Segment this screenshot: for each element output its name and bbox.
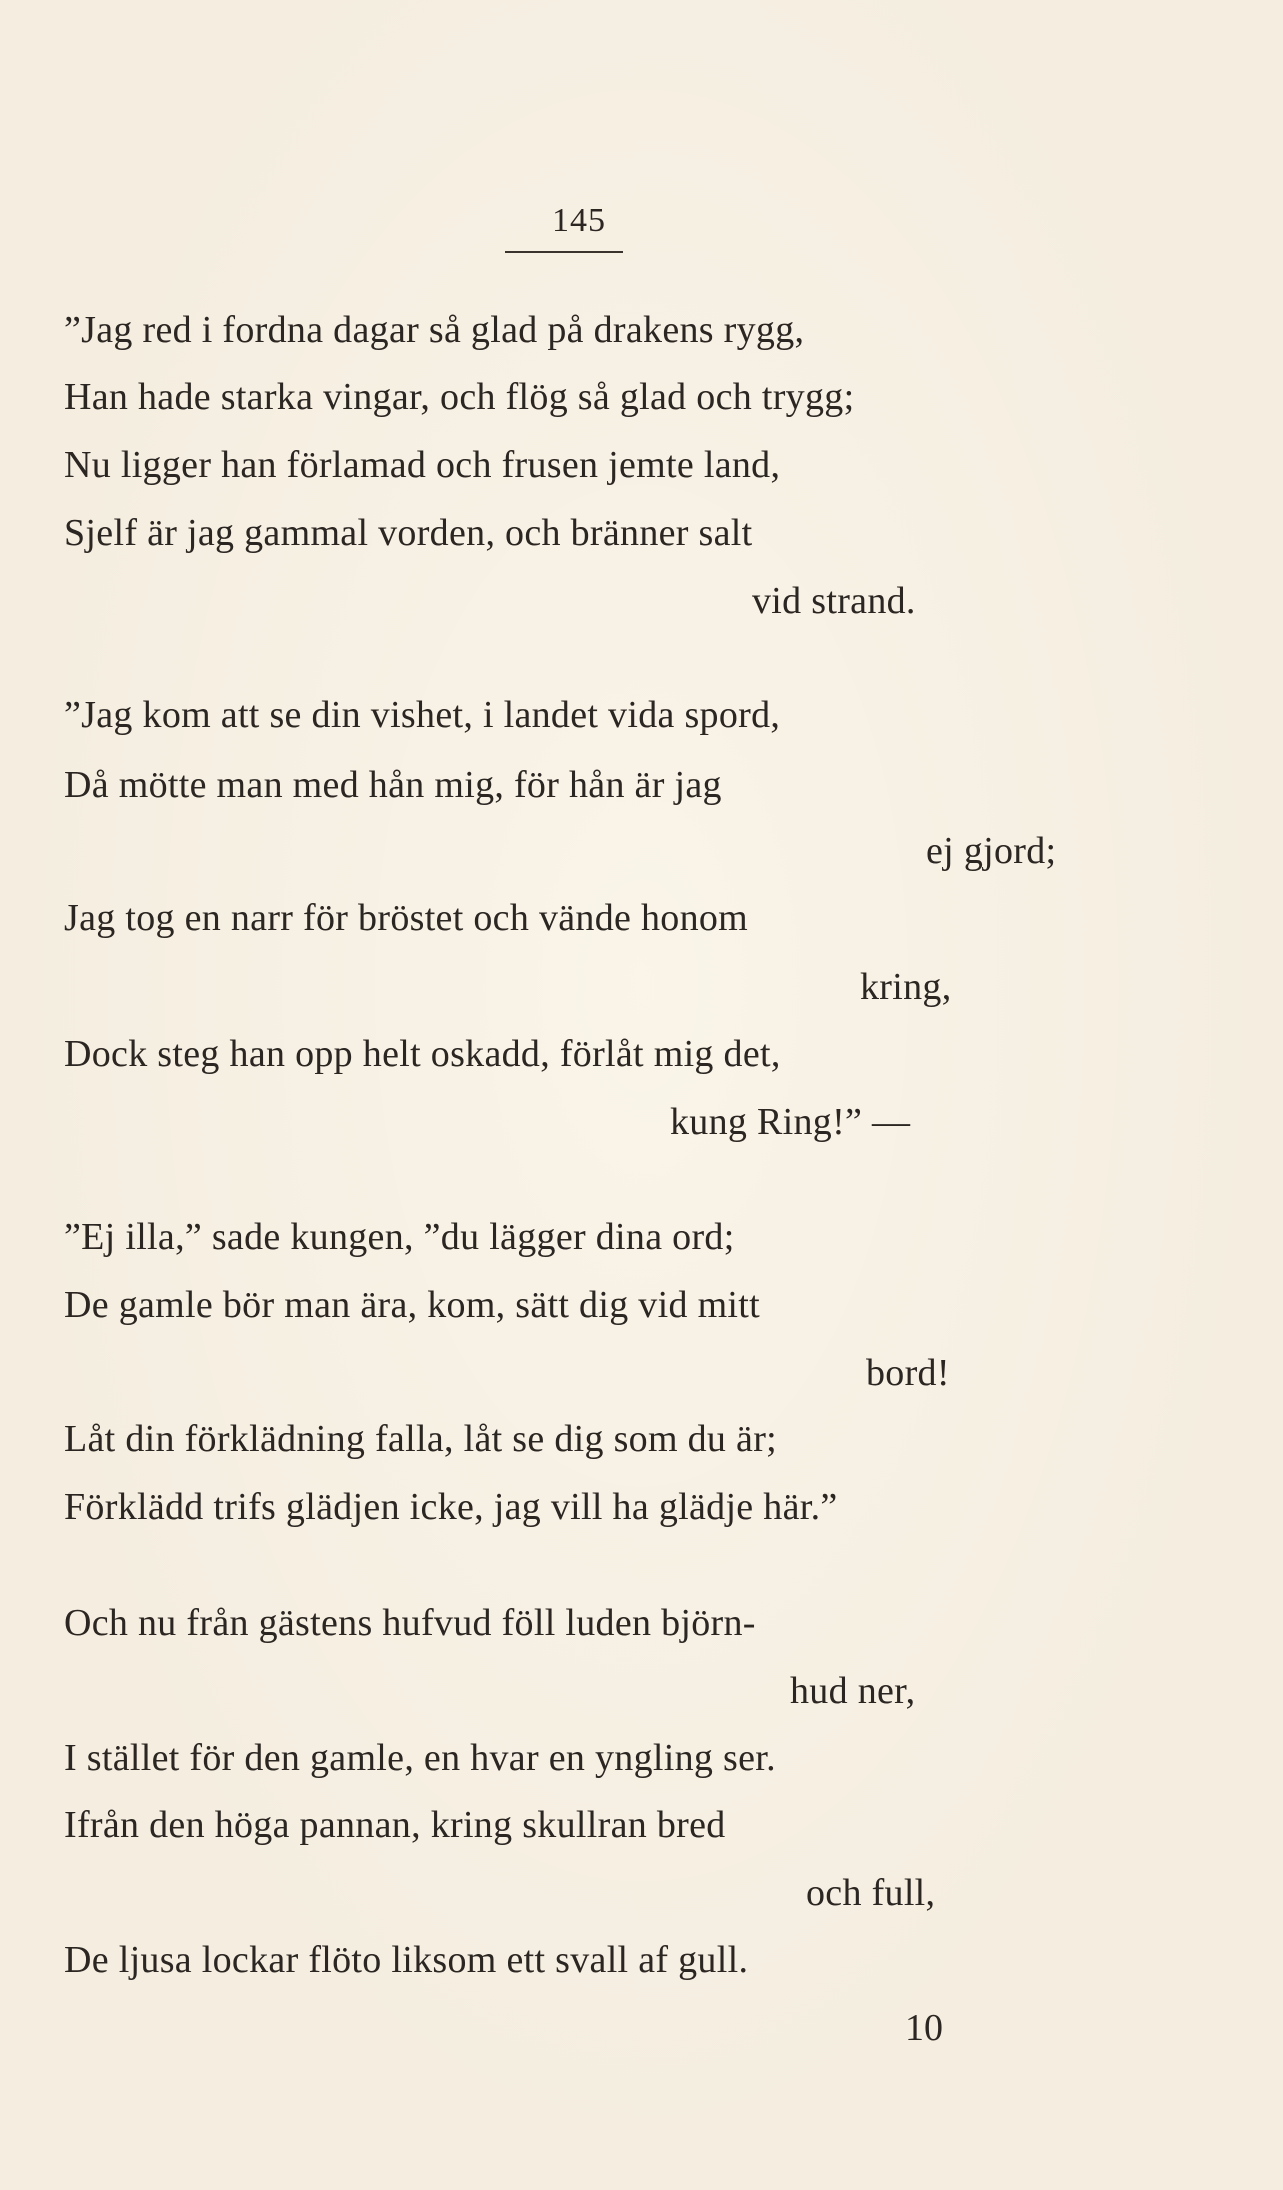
poem-line: De ljusa lockar flöto liksom ett svall af gull.: [64, 1939, 749, 1981]
poem-line: Sjelf är jag gammal vorden, och bränner salt: [64, 512, 753, 554]
poem-line-continuation: vid strand.: [752, 580, 916, 622]
page-number: 145: [552, 202, 606, 239]
poem-line: Nu ligger han förlamad och frusen jemte land,: [64, 444, 781, 486]
page-number-rule: [505, 251, 623, 253]
poem-line-continuation: ej gjord;: [926, 830, 1057, 872]
printer-signature-mark: 10: [905, 2007, 943, 2049]
poem-line: De gamle bör man ära, kom, sätt dig vid mitt: [64, 1284, 760, 1326]
poem-line: ”Ej illa,” sade kungen, ”du lägger dina ord;: [64, 1216, 735, 1258]
poem-line: Dock steg han opp helt oskadd, förlåt mig det,: [64, 1033, 781, 1075]
poem-line: Jag tog en narr för bröstet och vände honom: [64, 897, 749, 939]
poem-line: I stället för den gamle, en hvar en yngling ser.: [64, 1737, 776, 1779]
poem-line-continuation: hud ner,: [790, 1670, 916, 1712]
poem-line: Låt din förklädning falla, låt se dig som du är;: [64, 1418, 778, 1460]
poem-line: ”Jag red i fordna dagar så glad på drakens rygg,: [64, 309, 805, 351]
poem-line: Då mötte man med hån mig, för hån är jag: [64, 764, 722, 806]
poem-line-continuation: och full,: [806, 1872, 936, 1914]
poem-line: Han hade starka vingar, och flög så glad och trygg;: [64, 376, 855, 418]
poem-line-continuation: kung Ring!” —: [670, 1101, 911, 1143]
poem-line: ”Jag kom att se din vishet, i landet vida spord,: [64, 694, 781, 736]
poem-line: Och nu från gästens hufvud föll luden björn-: [64, 1602, 756, 1644]
poem-line-continuation: bord!: [866, 1352, 950, 1394]
poem-line: Förklädd trifs glädjen icke, jag vill ha glädje här.”: [64, 1486, 838, 1528]
poem-line: Ifrån den höga pannan, kring skullran bred: [64, 1804, 726, 1846]
poem-line-continuation: kring,: [860, 966, 952, 1008]
